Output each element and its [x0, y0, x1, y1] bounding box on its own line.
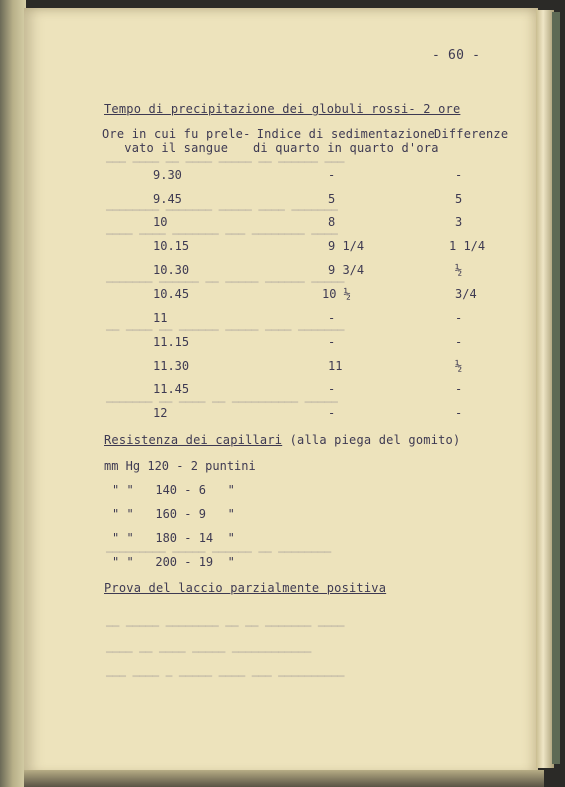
cell-differenza: -	[455, 406, 463, 420]
cell-indice: -	[328, 335, 336, 349]
cell-ora: 10.45	[153, 287, 190, 301]
table-row	[0, 359, 565, 381]
cell-differenza: 1 1/4	[449, 239, 486, 253]
cell-ora: 10.15	[153, 239, 190, 253]
cell-differenza: 3	[455, 215, 463, 229]
table-row	[0, 406, 565, 428]
column-header-indice-line2: di quarto in quarto d'ora	[253, 141, 439, 155]
column-header-indice	[253, 127, 439, 155]
bleed-through-texture: ━━━━ ━━ ━━━━ ━━━━━ ━━━━━━━━━━━━	[106, 646, 312, 659]
capillari-heading-note: (alla piega del gomito)	[282, 433, 461, 447]
column-header-ore-line2: vato il sangue	[124, 141, 229, 155]
bleed-through-texture: ━━━━━━━━ ━━━━━━━ ━━━━━ ━━━━ ━━━━━━━	[106, 204, 338, 217]
laccio-test-line: Prova del laccio parzialmente positiva	[104, 581, 387, 595]
cell-indice: 9 3/4	[328, 263, 365, 277]
cell-ora: 11.15	[153, 335, 190, 349]
cell-differenza: ½	[455, 263, 463, 277]
bleed-through-texture: ━━━━ ━━━━ ━━━━━━━ ━━━ ━━━━━━━━ ━━━━	[106, 228, 338, 241]
cell-differenza: 3/4	[455, 287, 477, 301]
cell-differenza: -	[455, 382, 463, 396]
cell-indice: 8	[328, 215, 336, 229]
cell-differenza: -	[455, 311, 463, 325]
bleed-through-texture: ━━━ ━━━━ ━ ━━━━━ ━━━━ ━━━ ━━━━━━━━━━	[106, 670, 345, 683]
column-header-indice-line1: Indice di sedimentazione	[256, 127, 435, 141]
table-row	[0, 192, 565, 214]
bleed-through-texture: ━━━━━━━ ━━ ━━━━ ━━ ━━━━━━━━━━ ━━━━━	[106, 396, 338, 409]
cell-ora: 12	[153, 406, 168, 420]
cell-ora: 11.30	[153, 359, 190, 373]
cell-differenza: 5	[455, 192, 463, 206]
table-row	[0, 263, 565, 285]
column-header-ore	[102, 127, 251, 155]
cell-indice: 10 ½	[322, 287, 351, 301]
table-row	[0, 287, 565, 309]
table-row	[0, 239, 565, 261]
capillari-line: " " 200 - 19 "	[112, 555, 235, 569]
sedimentation-heading: Tempo di precipitazione dei globuli rossi- 2 ore	[104, 102, 461, 116]
table-row	[0, 311, 565, 333]
capillari-line: " " 180 - 14 "	[112, 531, 235, 545]
capillari-heading-main: Resistenza dei capillari	[104, 433, 283, 447]
cell-differenza: -	[455, 168, 463, 182]
capillari-line: " " 140 - 6 "	[112, 483, 235, 497]
cell-indice: -	[328, 311, 336, 325]
cell-differenza: ½	[455, 359, 463, 373]
page-number: - 60 -	[432, 48, 481, 63]
cell-ora: 11.45	[153, 382, 190, 396]
cell-indice: 9 1/4	[328, 239, 365, 253]
column-header-differenze: Differenze	[434, 127, 509, 141]
column-header-ore-line1: Ore in cui fu prele-	[102, 127, 251, 141]
bleed-through-texture: ━━━━━━━ ━━━━━━ ━━ ━━━━━ ━━━━━━ ━━━━━	[106, 276, 345, 289]
bleed-through-texture: ━━ ━━━━━ ━━━━━━━━ ━━ ━━ ━━━━━━━ ━━━━	[106, 620, 345, 633]
cell-indice: -	[328, 382, 336, 396]
bleed-through-texture: ━━━━━━━━━ ━━━━━ ━━━━━━ ━━ ━━━━━━━━	[106, 546, 332, 559]
table-row	[0, 382, 565, 404]
cell-ora: 10.30	[153, 263, 190, 277]
cell-differenza: -	[455, 335, 463, 349]
bleed-through-texture: ━━━ ━━━━ ━━ ━━━━ ━━━━━ ━━ ━━━━━━ ━━━	[106, 156, 345, 169]
table-row	[0, 215, 565, 237]
cell-indice: -	[328, 168, 336, 182]
cell-ora: 10	[153, 215, 168, 229]
capillari-heading	[104, 433, 460, 447]
cell-ora: 9.30	[153, 168, 182, 182]
book-bottom-edge	[24, 770, 544, 787]
cell-indice: 5	[328, 192, 336, 206]
cell-ora: 11	[153, 311, 168, 325]
table-row	[0, 335, 565, 357]
cell-indice: 11	[328, 359, 343, 373]
cell-ora: 9.45	[153, 192, 182, 206]
table-row	[0, 168, 565, 190]
capillari-line: mm Hg 120 - 2 puntini	[104, 459, 256, 473]
cell-indice: -	[328, 406, 336, 420]
bleed-through-texture: ━━ ━━━━ ━━ ━━━━━━ ━━━━━ ━━━━ ━━━━━━━	[106, 324, 345, 337]
capillari-line: " " 160 - 9 "	[112, 507, 235, 521]
